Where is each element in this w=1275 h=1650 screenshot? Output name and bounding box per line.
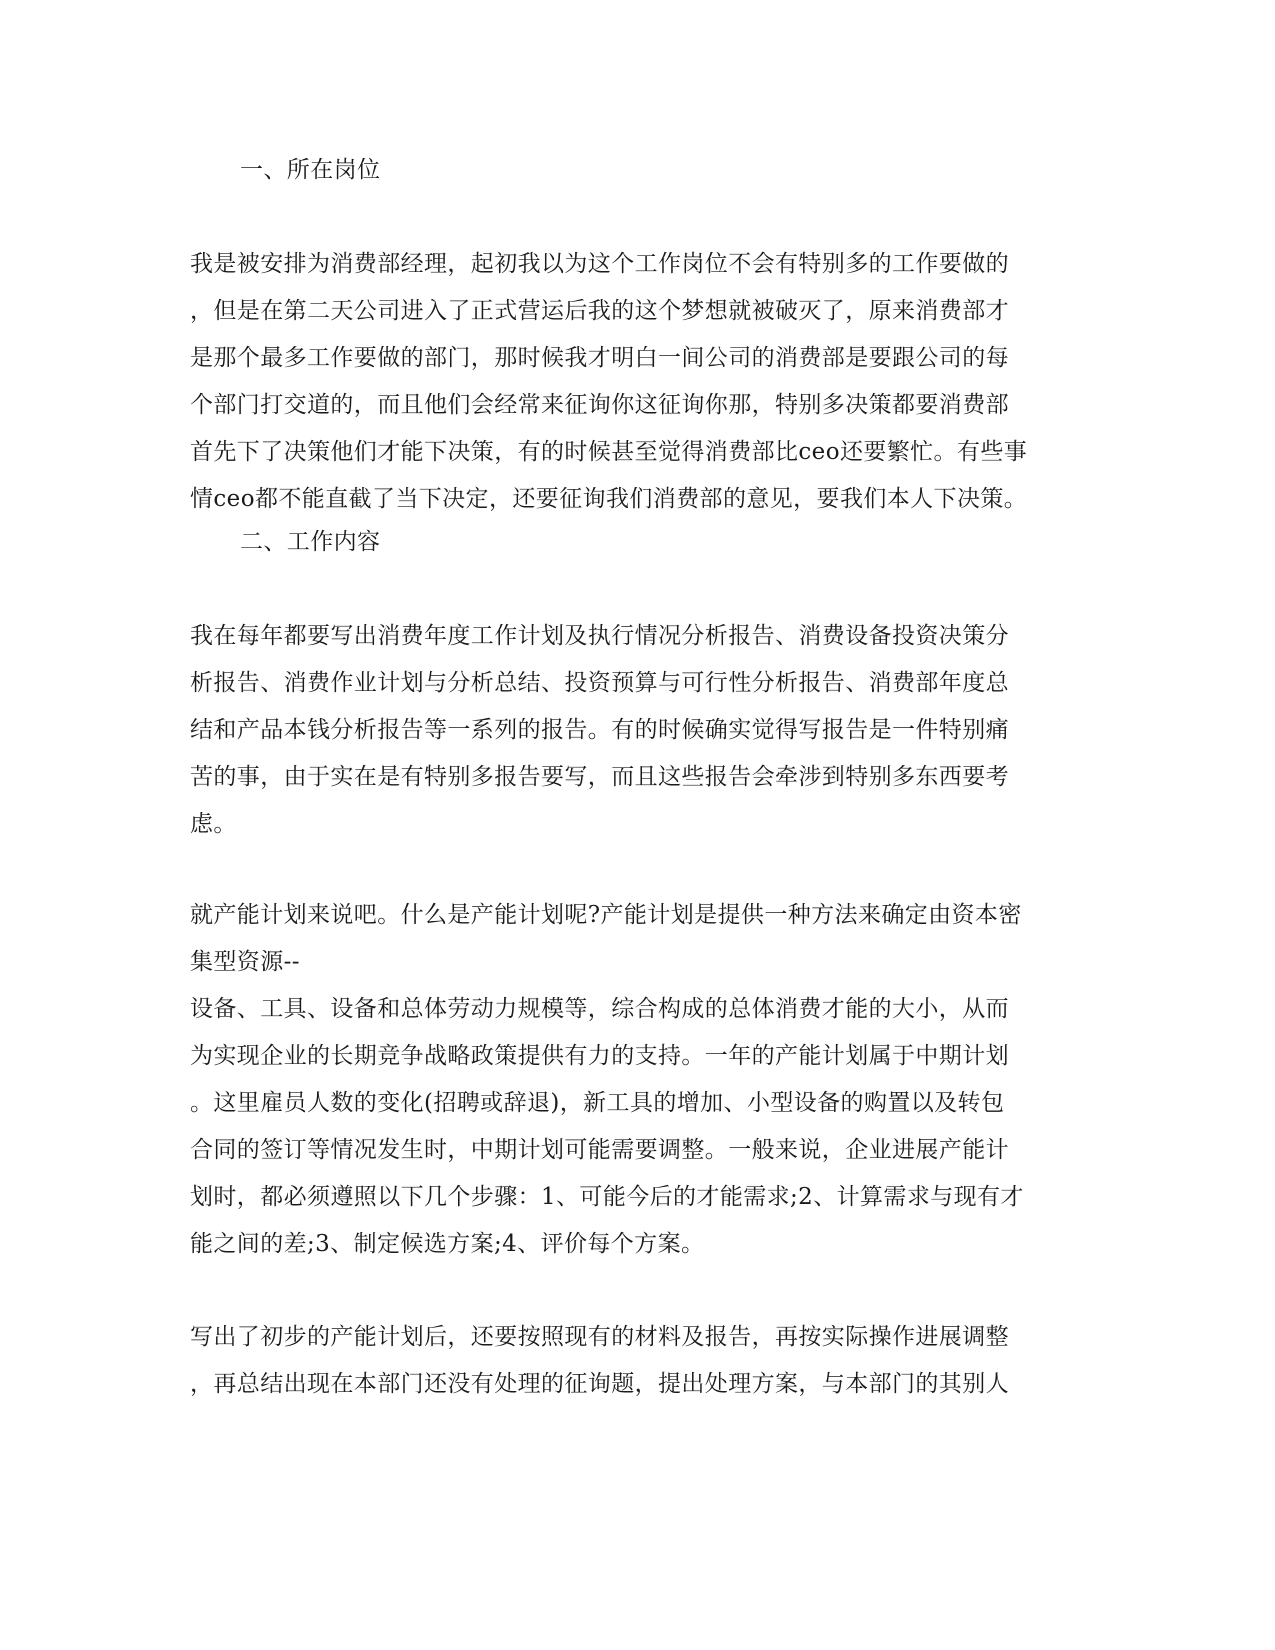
paragraph-line: 划时，都必须遵照以下几个步骤：1、可能今后的才能需求;2、计算需求与现有才 <box>190 1184 1024 1210</box>
paragraph-line: 合同的签订等情况发生时，中期计划可能需要调整。一般来说，企业进展产能计 <box>190 1137 1009 1163</box>
paragraph-line: 情ceo都不能直截了当下决定，还要征询我们消费部的意见，要我们本人下决策。 <box>190 486 1028 512</box>
paragraph-line: 结和产品本钱分析报告等一系列的报告。有的时候确实觉得写报告是一件特别痛 <box>190 717 1009 743</box>
paragraph-line: 个部门打交道的，而且他们会经常来征询你这征询你那，特别多决策都要消费部 <box>190 392 1009 418</box>
paragraph-line: 就产能计划来说吧。什么是产能计划呢?产能计划是提供一种方法来确定由资本密 <box>190 902 1022 928</box>
paragraph-line: 析报告、消费作业计划与分析总结、投资预算与可行性分析报告、消费部年度总 <box>190 670 1009 696</box>
paragraph-line: 。这里雇员人数的变化(招聘或辞退)，新工具的增加、小型设备的购置以及转包 <box>190 1090 1005 1116</box>
paragraph-line: 集型资源-- <box>190 949 300 975</box>
paragraph-line: 写出了初步的产能计划后，还要按照现有的材料及报告，再按实际操作进展调整 <box>190 1324 1009 1350</box>
paragraph-line: ，再总结出现在本部门还没有处理的征询题，提出处理方案，与本部门的其别人 <box>190 1371 1009 1397</box>
paragraph-line: ，但是在第二天公司进入了正式营运后我的这个梦想就被破灭了，原来消费部才 <box>190 298 1009 324</box>
paragraph-line: 我在每年都要写出消费年度工作计划及执行情况分析报告、消费设备投资决策分 <box>190 623 1009 649</box>
paragraph-line: 是那个最多工作要做的部门，那时候我才明白一间公司的消费部是要跟公司的每 <box>190 345 1009 371</box>
paragraph-line: 我是被安排为消费部经理，起初我以为这个工作岗位不会有特别多的工作要做的 <box>190 251 1009 277</box>
paragraph-line: 首先下了决策他们才能下决策，有的时候甚至觉得消费部比ceo还要繁忙。有些事 <box>190 439 1028 465</box>
section-heading: 二、工作内容 <box>240 529 381 555</box>
paragraph-line: 苦的事，由于实在是有特别多报告要写，而且这些报告会牵涉到特别多东西要考 <box>190 764 1009 790</box>
paragraph-line: 能之间的差;3、制定候选方案;4、评价每个方案。 <box>190 1231 705 1257</box>
section-heading: 一、所在岗位 <box>240 157 381 183</box>
paragraph-line: 设备、工具、设备和总体劳动力规模等，综合构成的总体消费才能的大小，从而 <box>190 996 1009 1022</box>
paragraph-line: 为实现企业的长期竞争战略政策提供有力的支持。一年的产能计划属于中期计划 <box>190 1043 1009 1069</box>
paragraph-line: 虑。 <box>190 811 237 837</box>
